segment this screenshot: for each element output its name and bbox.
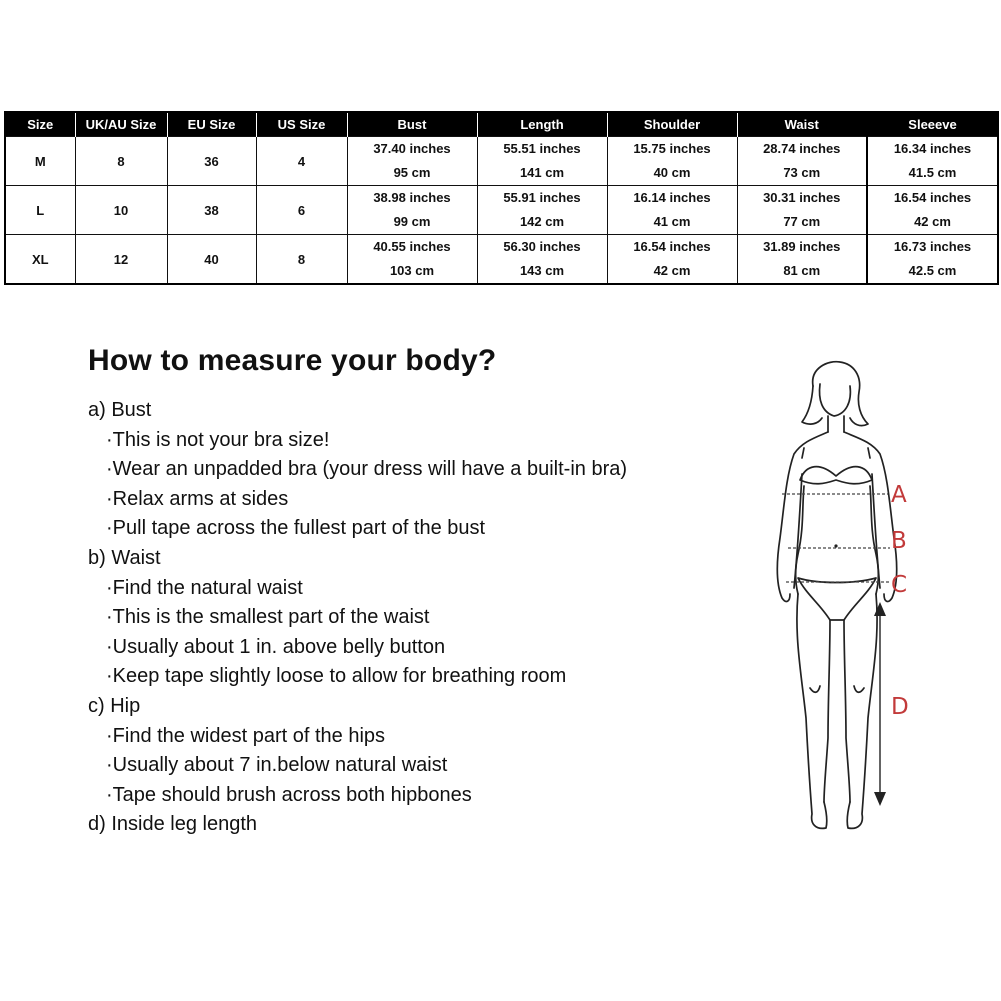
measure-guide-title: How to measure your body?: [88, 344, 497, 377]
value-cm: 95 cm: [393, 165, 431, 180]
cell-bust: [347, 186, 477, 235]
value-inches: 40.55 inches: [373, 239, 451, 254]
value-cm: 73 cm: [783, 165, 821, 180]
cell-eu: 36: [167, 137, 256, 186]
hip-heading: c) Hip: [88, 694, 141, 717]
waist-heading: b) Waist: [88, 546, 161, 569]
value-inches: 37.40 inches: [373, 141, 451, 156]
cell-us: 8: [256, 235, 347, 285]
cell-sleeve: [867, 137, 998, 186]
list-item: ·Find the natural waist: [106, 576, 303, 599]
cell-length: [477, 137, 607, 186]
header-bust: Bust: [347, 112, 477, 137]
size-chart-table: [4, 111, 999, 285]
marker-a: A: [891, 482, 907, 508]
cell-us: 6: [256, 186, 347, 235]
value-inches: 15.75 inches: [633, 141, 711, 156]
cell-sleeve: [867, 235, 998, 285]
cell-size: XL: [5, 235, 75, 285]
table-row: [5, 235, 998, 285]
value-cm: 143 cm: [519, 263, 565, 278]
cell-uk-au: 12: [75, 235, 167, 285]
value-cm: 99 cm: [393, 214, 431, 229]
cell-waist: [737, 186, 867, 235]
value-cm: 42 cm: [653, 263, 691, 278]
cell-bust: [347, 137, 477, 186]
cell-eu: 38: [167, 186, 256, 235]
inside-leg-heading: d) Inside leg length: [88, 813, 258, 836]
header-eu-size: EU Size: [167, 112, 256, 137]
cell-waist: [737, 235, 867, 285]
marker-b: B: [891, 528, 907, 554]
body-outline: [777, 362, 897, 829]
list-item: ·This is not your bra size!: [106, 428, 330, 451]
list-item: ·Tape should brush across both hipbones: [106, 783, 472, 806]
marker-d: D: [891, 694, 909, 720]
cell-sleeve: [867, 186, 998, 235]
value-cm: 42 cm: [914, 214, 951, 229]
value-cm: 142 cm: [519, 214, 565, 229]
value-inches: 30.31 inches: [763, 190, 841, 205]
header-waist: Waist: [737, 112, 867, 137]
table-row: [5, 137, 998, 186]
list-item: ·Usually about 7 in.below natural waist: [106, 754, 448, 777]
cell-size: L: [5, 186, 75, 235]
value-cm: 42.5 cm: [908, 263, 957, 278]
measure-instructions: [88, 396, 627, 840]
value-cm: 77 cm: [783, 214, 821, 229]
cell-uk-au: 10: [75, 186, 167, 235]
table-header-row: [5, 112, 998, 137]
header-uk-au-size: UK/AU Size: [75, 112, 167, 137]
header-size: Size: [5, 112, 75, 137]
value-inches: 16.14 inches: [633, 190, 711, 205]
list-item: ·Keep tape slightly loose to allow for breathing room: [106, 665, 567, 688]
value-inches: 55.51 inches: [503, 141, 581, 156]
value-inches: 16.54 inches: [633, 239, 711, 254]
table-row: [5, 186, 998, 235]
body-measurement-illustration: [758, 358, 928, 840]
list-item: ·Wear an unpadded bra (your dress will have a built-in bra): [106, 458, 628, 481]
value-inches: 38.98 inches: [373, 190, 451, 205]
value-cm: 103 cm: [389, 263, 435, 278]
cell-size: M: [5, 137, 75, 186]
value-cm: 40 cm: [653, 165, 691, 180]
cell-bust: [347, 235, 477, 285]
cell-us: 4: [256, 137, 347, 186]
value-inches: 55.91 inches: [503, 190, 581, 205]
header-us-size: US Size: [256, 112, 347, 137]
list-item: ·Usually about 1 in. above belly button: [106, 635, 446, 658]
header-length: Length: [477, 112, 607, 137]
value-inches: 16.54 inches: [893, 190, 972, 205]
value-cm: 41.5 cm: [908, 165, 957, 180]
list-item: ·Relax arms at sides: [106, 487, 289, 510]
cell-length: [477, 186, 607, 235]
list-item: ·This is the smallest part of the waist: [106, 606, 430, 629]
cell-eu: 40: [167, 235, 256, 285]
value-inches: 28.74 inches: [763, 141, 841, 156]
cell-shoulder: [607, 186, 737, 235]
value-inches: 16.73 inches: [893, 239, 972, 254]
list-item: ·Find the widest part of the hips: [106, 724, 386, 747]
value-inches: 31.89 inches: [763, 239, 841, 254]
arrow-up-icon: [874, 602, 886, 616]
value-cm: 41 cm: [653, 214, 691, 229]
header-sleeve: Sleeeve: [867, 112, 998, 137]
bust-heading: a) Bust: [88, 399, 152, 421]
cell-shoulder: [607, 235, 737, 285]
value-inches: 16.34 inches: [893, 141, 972, 156]
value-inches: 56.30 inches: [503, 239, 581, 254]
value-cm: 141 cm: [519, 165, 565, 180]
marker-c: C: [891, 572, 908, 598]
list-item: ·Pull tape across the fullest part of the bust: [106, 517, 486, 540]
cell-uk-au: 8: [75, 137, 167, 186]
arrow-down-icon: [874, 792, 886, 806]
header-shoulder: Shoulder: [607, 112, 737, 137]
cell-waist: [737, 137, 867, 186]
value-cm: 81 cm: [783, 263, 821, 278]
cell-shoulder: [607, 137, 737, 186]
cell-length: [477, 235, 607, 285]
